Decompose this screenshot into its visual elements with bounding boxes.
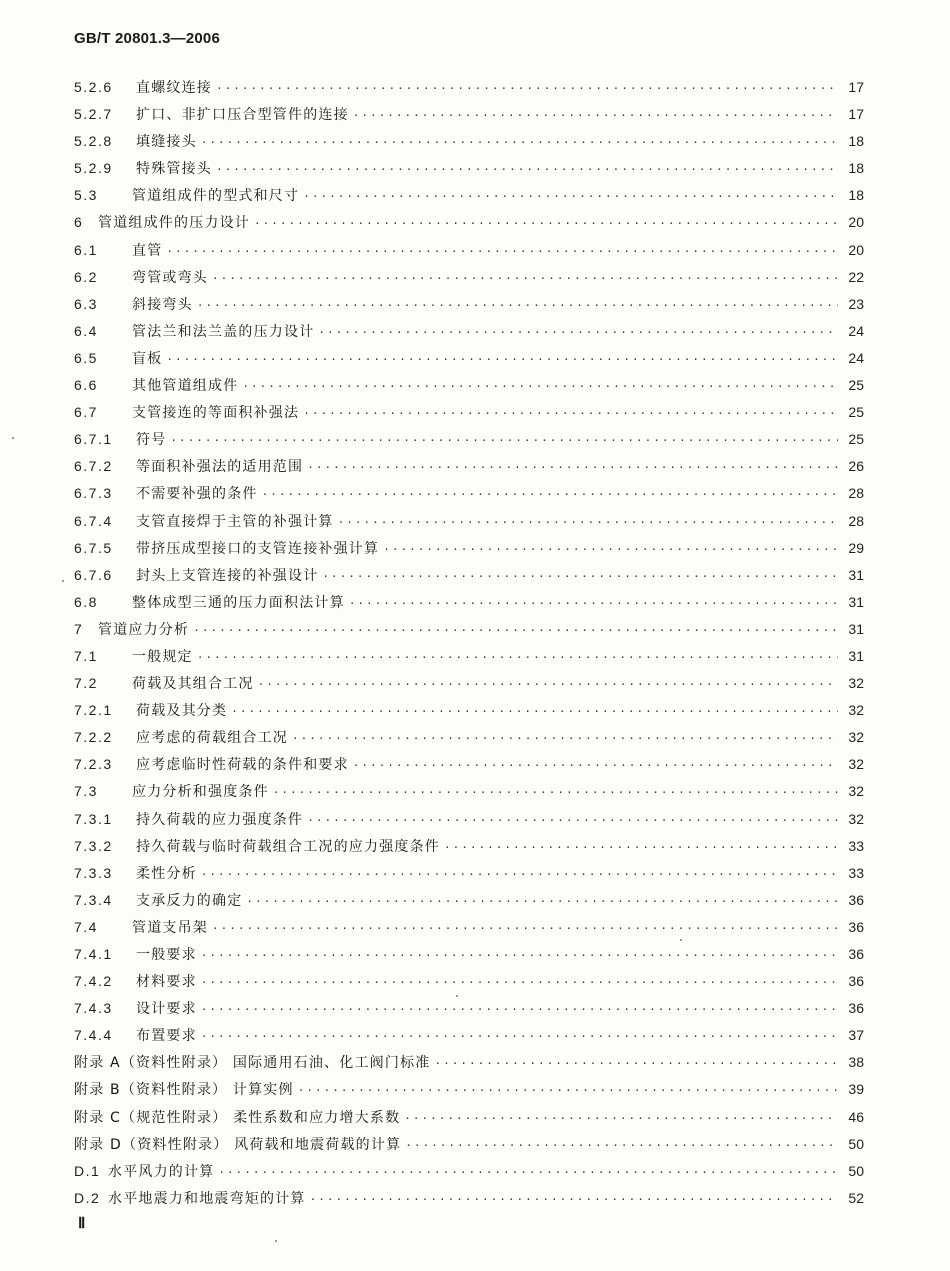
toc-leader-dots <box>197 644 838 671</box>
page-number: Ⅱ <box>78 1216 86 1232</box>
toc-leader-dots <box>242 373 838 400</box>
toc-entry <box>74 237 864 264</box>
toc-section-number: 6.8 <box>74 593 98 610</box>
toc-page-number: 50 <box>848 1162 864 1179</box>
toc-section-title: 荷载及其组合工况 <box>132 676 254 693</box>
toc-section-number: 6.2 <box>74 268 98 285</box>
toc-section-number: 6.1 <box>74 241 98 258</box>
toc-entry <box>74 643 864 670</box>
toc-entry <box>74 1185 864 1212</box>
toc-page-number: 36 <box>848 1000 864 1017</box>
toc-entry <box>74 670 864 697</box>
toc-section-number: 7 <box>74 620 84 637</box>
toc-section-title: 直管 <box>132 242 163 259</box>
toc-leader-dots <box>201 129 838 156</box>
toc-section-number: 6.7.5 <box>74 539 113 556</box>
toc-section-number: 6.7.6 <box>74 566 113 583</box>
toc-section-number: 7.2.3 <box>74 756 113 773</box>
toc-entry <box>74 697 864 724</box>
scan-speck <box>62 580 64 582</box>
toc-page-number: 39 <box>848 1081 864 1098</box>
toc-leader-dots <box>338 509 838 536</box>
toc-leader-dots <box>353 102 838 129</box>
toc-entry <box>74 860 864 887</box>
toc-section-number: 7.3.3 <box>74 864 113 881</box>
toc-leader-dots <box>201 861 838 888</box>
toc-page-number: 32 <box>848 729 864 746</box>
toc-entry <box>74 1158 864 1185</box>
toc-entry <box>74 318 864 345</box>
toc-section-title: 设计要求 <box>136 1001 197 1018</box>
toc-leader-dots <box>170 427 838 454</box>
toc-leader-dots <box>201 1023 838 1050</box>
toc-leader-dots <box>298 1077 838 1104</box>
toc-page-number: 20 <box>848 241 864 258</box>
toc-entry <box>74 833 864 860</box>
toc-section-title: 附录 A（资料性附录） 国际通用石油、化工阀门标准 <box>74 1055 431 1072</box>
toc-section-number: 5.2.8 <box>74 133 113 150</box>
toc-page-number: 50 <box>848 1135 864 1152</box>
toc-page-number: 24 <box>848 349 864 366</box>
toc-page-number: 32 <box>848 783 864 800</box>
toc-section-number: 6.7.3 <box>74 485 113 502</box>
toc-section-title: 持久荷载的应力强度条件 <box>136 811 304 828</box>
toc-entry <box>74 724 864 751</box>
toc-page-number: 46 <box>848 1108 864 1125</box>
toc-page-number: 33 <box>848 837 864 854</box>
toc-page-number: 25 <box>848 431 864 448</box>
toc-section-number: 7.3.4 <box>74 891 113 908</box>
toc-section-title: 附录 C（规范性附录） 柔性系数和应力增大系数 <box>74 1109 401 1126</box>
toc-section-title: 荷载及其分类 <box>136 703 228 720</box>
toc-page-number: 36 <box>848 946 864 962</box>
toc-section-number: 6 <box>74 214 84 231</box>
toc-leader-dots <box>303 400 838 427</box>
toc-section-title: 整体成型三通的压力面积法计算 <box>132 594 345 611</box>
toc-page-number: 31 <box>848 593 864 610</box>
toc-page-number: 17 <box>848 106 864 123</box>
toc-section-title: 弯管或弯头 <box>132 269 208 286</box>
scan-speck <box>680 939 682 941</box>
toc-leader-dots <box>405 1132 838 1159</box>
toc-section-number: 7.3.1 <box>74 810 113 827</box>
toc-section-title: 支管接连的等面积补强法 <box>132 405 300 422</box>
toc-page-number: 24 <box>848 322 864 339</box>
toc-entry <box>74 291 864 318</box>
toc-section-number: 6.4 <box>74 322 98 339</box>
toc-section-number: 6.3 <box>74 295 98 312</box>
toc-entry <box>74 264 864 291</box>
toc-section-number: 6.7.2 <box>74 458 113 475</box>
toc-leader-dots <box>166 346 838 373</box>
toc-page-number: 18 <box>848 160 864 177</box>
toc-page-number: 25 <box>848 377 864 394</box>
toc-page-number: 36 <box>848 891 864 908</box>
table-of-contents <box>74 74 864 1212</box>
toc-leader-dots <box>212 915 838 942</box>
toc-page-number: 20 <box>848 214 864 231</box>
toc-section-number: 7.3.2 <box>74 837 113 854</box>
toc-page-number: 23 <box>848 295 864 312</box>
toc-section-title: 水平风力的计算 <box>108 1163 215 1180</box>
toc-entry <box>74 535 864 562</box>
toc-section-number: 7.4.3 <box>74 1000 113 1017</box>
toc-leader-dots <box>212 265 838 292</box>
toc-page-number: 25 <box>848 404 864 421</box>
toc-leader-dots <box>383 536 838 563</box>
toc-section-title: 应考虑临时性荷载的条件和要求 <box>136 757 349 774</box>
toc-page-number: 32 <box>848 810 864 827</box>
toc-section-title: 斜接弯头 <box>132 296 193 313</box>
toc-entry <box>74 914 864 941</box>
toc-entry <box>74 1076 864 1103</box>
toc-leader-dots <box>201 969 838 996</box>
toc-leader-dots <box>310 1186 838 1213</box>
toc-section-title: 材料要求 <box>136 974 197 991</box>
toc-page-number: 37 <box>848 1027 864 1044</box>
toc-leader-dots <box>349 590 838 617</box>
toc-entry <box>74 345 864 372</box>
toc-section-number: 7.2.2 <box>74 729 113 746</box>
toc-section-title: 支承反力的确定 <box>136 892 243 909</box>
toc-entry <box>74 128 864 155</box>
toc-section-title: 管道支吊架 <box>132 919 208 936</box>
toc-entry <box>74 1022 864 1049</box>
toc-section-title: 其他管道组成件 <box>132 378 239 395</box>
toc-leader-dots <box>444 834 838 861</box>
toc-leader-dots <box>193 617 838 644</box>
toc-leader-dots <box>201 996 838 1023</box>
toc-leader-dots <box>262 481 838 508</box>
toc-page-number: 36 <box>848 973 864 990</box>
toc-page-number: 29 <box>848 539 864 556</box>
toc-section-title: 管道组成件的压力设计 <box>98 215 250 232</box>
toc-entry <box>74 399 864 426</box>
toc-section-title: 管法兰和法兰盖的压力设计 <box>132 323 315 340</box>
toc-leader-dots <box>218 1159 838 1186</box>
toc-entry <box>74 806 864 833</box>
toc-section-number: 7.2.1 <box>74 702 113 719</box>
toc-page-number: 32 <box>848 756 864 773</box>
toc-section-number: 6.5 <box>74 349 98 366</box>
toc-entry <box>74 887 864 914</box>
toc-section-number: 7.4.1 <box>74 946 113 962</box>
toc-leader-dots <box>303 183 838 210</box>
toc-section-title: 附录 B（资料性附录） 计算实例 <box>74 1082 294 1099</box>
toc-section-title: 一般规定 <box>132 648 193 665</box>
toc-section-number: 5.2.7 <box>74 106 113 123</box>
toc-section-title: 支管直接焊于主管的补强计算 <box>136 513 334 530</box>
toc-entry <box>74 74 864 101</box>
toc-entry <box>74 508 864 535</box>
toc-section-number: 7.3 <box>74 783 98 800</box>
toc-page-number: 18 <box>848 133 864 150</box>
toc-leader-dots <box>254 210 838 237</box>
toc-section-number: 5.2.6 <box>74 79 113 95</box>
toc-section-number: 6.7.1 <box>74 431 113 448</box>
toc-section-title: 水平地震力和地震弯矩的计算 <box>108 1190 306 1207</box>
standard-code: GB/T 20801.3—2006 <box>74 30 220 47</box>
toc-page-number: 32 <box>848 675 864 692</box>
toc-leader-dots <box>197 292 838 319</box>
toc-section-title: 附录 D（资料性附录） 风荷载和地震荷载的计算 <box>74 1136 402 1153</box>
toc-section-title: 应力分析和强度条件 <box>132 784 269 801</box>
toc-section-title: 带挤压成型接口的支管连接补强计算 <box>136 540 380 557</box>
toc-section-title: 一般要求 <box>136 947 197 963</box>
toc-entry <box>74 1104 864 1131</box>
toc-entry <box>74 968 864 995</box>
toc-section-title: 特殊管接头 <box>136 161 212 178</box>
toc-section-title: 布置要求 <box>136 1028 197 1045</box>
toc-entry <box>74 751 864 778</box>
toc-section-number: 6.7 <box>74 404 98 421</box>
toc-section-number: 7.1 <box>74 647 98 664</box>
toc-section-title: 等面积补强法的适用范围 <box>136 459 304 476</box>
toc-entry <box>74 372 864 399</box>
toc-section-number: 6.6 <box>74 377 98 394</box>
toc-section-title: 管道组成件的型式和尺寸 <box>132 188 300 205</box>
toc-leader-dots <box>322 563 838 590</box>
toc-leader-dots <box>216 75 838 102</box>
toc-page-number: 18 <box>848 187 864 204</box>
toc-leader-dots <box>246 888 838 915</box>
toc-section-number: 5.2.9 <box>74 160 113 177</box>
toc-section-title: 封头上支管连接的补强设计 <box>136 567 319 584</box>
toc-leader-dots <box>258 671 838 698</box>
toc-page-number: 31 <box>848 647 864 664</box>
scan-speck <box>12 437 14 439</box>
toc-section-title: 管道应力分析 <box>98 621 190 638</box>
toc-entry <box>74 562 864 589</box>
toc-section-title: 持久荷载与临时荷载组合工况的应力强度条件 <box>136 838 440 855</box>
toc-leader-dots <box>216 156 838 183</box>
toc-section-number: 7.2 <box>74 675 98 692</box>
toc-entry <box>74 101 864 128</box>
toc-entry <box>74 426 864 453</box>
toc-section-title: 盲板 <box>132 350 163 367</box>
toc-leader-dots <box>273 779 838 806</box>
toc-section-title: 填缝接头 <box>136 134 197 151</box>
toc-section-title: 应考虑的荷载组合工况 <box>136 730 288 747</box>
toc-leader-dots <box>292 725 838 752</box>
toc-entry <box>74 778 864 805</box>
toc-entry <box>74 589 864 616</box>
toc-page-number: 17 <box>848 79 864 95</box>
toc-page-number: 28 <box>848 512 864 529</box>
toc-section-number: 7.4.2 <box>74 973 113 990</box>
toc-section-title: 不需要补强的条件 <box>136 486 258 503</box>
toc-page-number: 38 <box>848 1054 864 1071</box>
toc-section-number: D.2 <box>74 1189 101 1206</box>
toc-leader-dots <box>201 942 838 969</box>
toc-section-title: 柔性分析 <box>136 865 197 882</box>
toc-entry <box>74 941 864 968</box>
toc-page-number: 31 <box>848 566 864 583</box>
toc-page-number: 32 <box>848 702 864 719</box>
toc-leader-dots <box>307 807 838 834</box>
toc-section-number: D.1 <box>74 1162 101 1179</box>
toc-entry <box>74 1049 864 1076</box>
toc-leader-dots <box>434 1050 838 1077</box>
toc-section-title: 直螺纹连接 <box>136 80 212 96</box>
toc-page-number: 28 <box>848 485 864 502</box>
toc-section-number: 5.3 <box>74 187 98 204</box>
toc-entry <box>74 182 864 209</box>
toc-leader-dots <box>307 454 838 481</box>
toc-page-number: 52 <box>848 1189 864 1206</box>
toc-leader-dots <box>231 698 838 725</box>
toc-section-number: 7.4.4 <box>74 1027 113 1044</box>
toc-section-title: 扩口、非扩口压合型管件的连接 <box>136 107 349 124</box>
toc-page-number: 31 <box>848 620 864 637</box>
toc-entry <box>74 453 864 480</box>
toc-entry <box>74 480 864 507</box>
toc-entry <box>74 995 864 1022</box>
toc-entry <box>74 209 864 236</box>
toc-leader-dots <box>318 319 838 346</box>
toc-section-number: 6.7.4 <box>74 512 113 529</box>
toc-page-number: 26 <box>848 458 864 475</box>
toc-section-number: 7.4 <box>74 918 98 935</box>
toc-leader-dots <box>404 1105 838 1132</box>
toc-page-number: 33 <box>848 864 864 881</box>
toc-leader-dots <box>353 752 838 779</box>
toc-entry <box>74 1131 864 1158</box>
toc-page-number: 36 <box>848 918 864 935</box>
scan-speck <box>456 995 458 997</box>
toc-section-title: 符号 <box>136 432 167 449</box>
toc-page-number: 22 <box>848 268 864 285</box>
toc-entry <box>74 155 864 182</box>
scan-speck <box>275 1240 277 1242</box>
toc-leader-dots <box>166 238 838 265</box>
toc-entry <box>74 616 864 643</box>
